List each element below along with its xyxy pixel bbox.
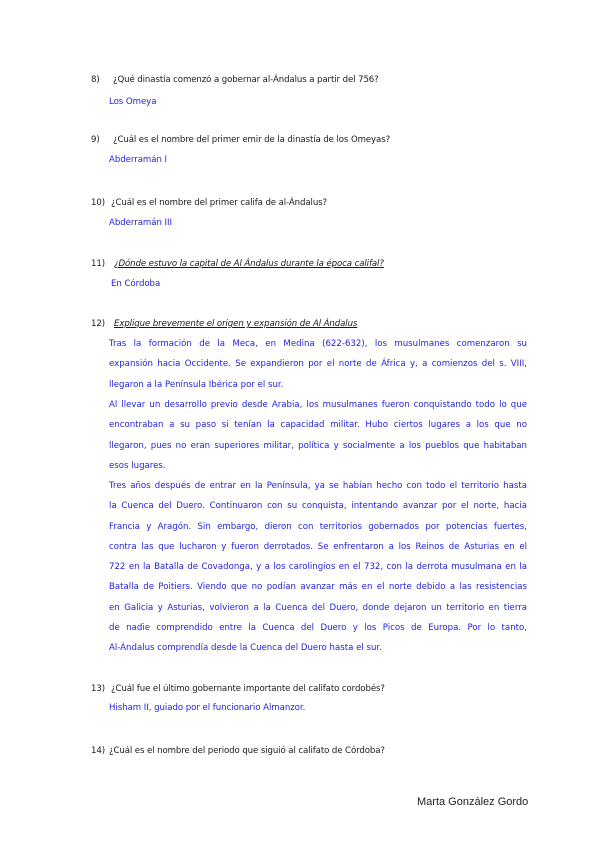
paragraph-line: Francia y Aragón. Sin embargo, dieron con territorios gobernados por potencias fuertes, — [109, 521, 527, 532]
question-text: ¿Cuál es el nombre del periodo que siguió al califato de Córdoba? — [109, 746, 385, 756]
answer-10: Abderramán III — [109, 218, 172, 228]
paragraph-line: 722 en la Batalla de Covadonga, y a los carolingios en el 732, con la derrota musulmana en la — [109, 562, 527, 573]
question-number: 9) — [91, 135, 100, 145]
answer-12-paragraph-3 — [109, 476, 527, 659]
paragraph-line: Tras la formación de la Meca, en Medina (622-632), los musulmanes comenzaron su — [109, 339, 527, 349]
paragraph-line: Al llevar un desarrollo previo desde Arabia, los musulmanes fueron conquistando todo lo que — [109, 400, 527, 410]
answer-12-paragraph-2 — [109, 395, 527, 476]
question-text: ¿Qué dinastía comenzó a gobernar al-Ándalus a partir del 756? — [113, 75, 379, 85]
question-number: 13) — [91, 684, 105, 694]
answer-8: Los Omeya — [109, 97, 157, 107]
paragraph-line: esos lugares. — [109, 460, 166, 471]
paragraph-line: en Galicia y Asturias, volvieron a la Cuenca del Duero, donde dejaron un territorio en tierra — [109, 602, 527, 613]
question-number: 10) — [91, 198, 105, 208]
answer-13: Hisham II, guiado por el funcionario Almanzor. — [109, 703, 306, 713]
question-text: ¿Cuál es el nombre del primer califa de al-Ándalus? — [111, 198, 328, 208]
paragraph-line: expansión hacia Occidente. Se expandieron por el norte de África y, a comienzos del s. VIII, — [109, 359, 527, 370]
paragraph-line: llegaron a la Península Ibérica por el sur. — [109, 379, 284, 390]
answer-12-paragraph-1 — [109, 334, 527, 395]
question-number: 14) — [91, 746, 105, 756]
paragraph-line: Tres años después de entrar en la Península, ya se habían hecho con todo el territorio hasta — [109, 481, 527, 491]
paragraph-line: Batalla de Poitiers. Viendo que no podían avanzar más en el norte debido a las resistencias — [109, 582, 527, 593]
question-number: 12) — [91, 319, 105, 329]
paragraph-line: encontraban a su paso si tenían la capacidad militar. Hubo ciertos lugares a los que no — [109, 420, 527, 431]
answer-9: Abderramán I — [109, 155, 168, 165]
paragraph-line: Al-Ándalus comprendía desde la Cuenca del Duero hasta el sur. — [109, 643, 382, 654]
question-text: ¿Cuál fue el último gobernante importante del califato cordobés? — [111, 684, 385, 694]
question-text: ¿Cuál es el nombre del primer emir de la dinastía de los Omeyas? — [113, 135, 391, 145]
paragraph-line: de nadie comprendido entre la Cuenca del Duero y los Picos de Europa. Por lo tanto, — [109, 623, 527, 634]
question-text: Explique brevemente el origen y expansión de Al Ándalus — [114, 319, 358, 329]
answer-11: En Córdoba — [111, 279, 161, 289]
paragraph-line: la Cuenca del Duero. Continuaron con su conquista, intentando avanzar por el norte, hacia — [109, 501, 527, 512]
paragraph-line: llegaron, pues no eran superiores militar, política y socialmente a los pueblos que habitaban — [109, 440, 527, 451]
paragraph-line: contra las que lucharon y fueron derrotados. Se enfrentaron a los Reinos de Asturias en el — [109, 541, 527, 552]
question-text: ¿Dónde estuvo la capital de Al Ándalus durante la época califal? — [114, 259, 384, 269]
question-number: 11) — [91, 259, 105, 269]
author-name: Marta González Gordo — [417, 796, 529, 808]
question-number: 8) — [91, 75, 100, 85]
